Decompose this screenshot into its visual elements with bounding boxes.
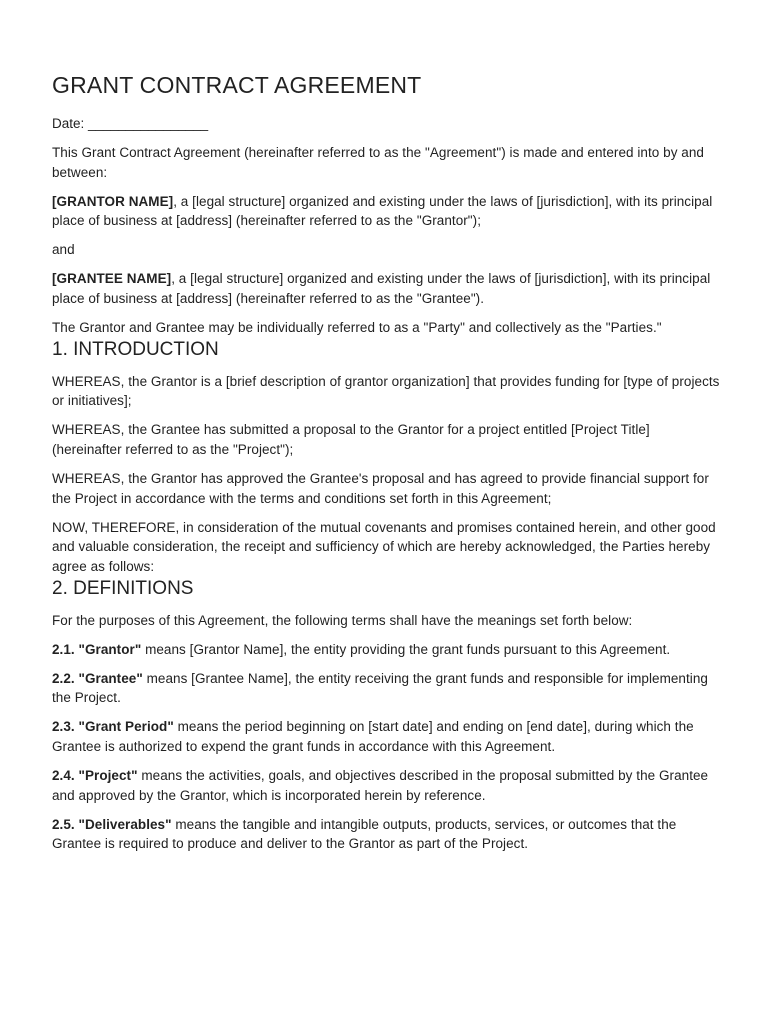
definition-text: means [Grantor Name], the entity providing the grant funds pursuant to this Agreement.: [141, 641, 671, 657]
definition-item: [52, 815, 720, 854]
section-heading-introduction: 1. INTRODUCTION: [52, 338, 219, 360]
whereas-paragraph-3: WHEREAS, the Grantor has approved the Grantee's proposal and has agreed to provide financial support for the Project in accordance with the terms and conditions set forth in this Agreement;: [52, 471, 709, 506]
now-therefore-paragraph: NOW, THEREFORE, in consideration of the mutual covenants and promises contained herein, and other good and valuable consideration, the receipt and sufficiency of which are hereby acknowledged, the Parties hereby agree as follows:: [52, 519, 716, 574]
definition-item: [52, 717, 720, 756]
parties-paragraph: The Grantor and Grantee may be individually referred to as a "Party" and collectively as the "Parties.": [52, 320, 662, 336]
and-paragraph: and: [52, 242, 75, 258]
definition-text: means the period beginning on [start date] and ending on [end date], during which the Grantee is authorized to expend the grant funds in accordance with this Agreement.: [52, 719, 694, 755]
definition-term: 2.4. "Project": [52, 768, 138, 784]
definition-text: means the tangible and intangible outputs, products, services, or outcomes that the Grantee is required to produce and deliver to the Grantor as part of the Project.: [52, 816, 677, 852]
definitions-intro: For the purposes of this Agreement, the following terms shall have the meanings set forth below:: [52, 612, 633, 628]
definition-term: 2.1. "Grantor": [52, 641, 142, 657]
definition-text: means [Grantee Name], the entity receiving the grant funds and responsible for implementing the Project.: [52, 670, 708, 706]
whereas-paragraph-2: WHEREAS, the Grantee has submitted a proposal to the Grantor for a project entitled [Project Title] (hereinafter referred to as the "Project");: [52, 422, 650, 458]
grantee-party-paragraph: [52, 269, 720, 308]
grantee-name: [GRANTEE NAME]: [52, 271, 172, 287]
definition-item: [52, 640, 720, 660]
definition-term: 2.2. "Grantee": [52, 670, 143, 686]
definition-text: means the activities, goals, and objectives described in the proposal submitted by the Grantee and approved by the Grantor, which is incorporated herein by reference.: [52, 768, 709, 803]
date-line: [52, 114, 720, 134]
date-blank: ________________: [88, 116, 209, 131]
grantor-name: [GRANTOR NAME]: [52, 193, 174, 209]
intro-paragraph: This Grant Contract Agreement (hereinafter referred to as the "Agreement") is made and entered into by and between:: [52, 145, 704, 180]
grantor-description: , a [legal structure] organized and existing under the laws of [jurisdiction], with its principal place of business at [address] (hereinafter referred to as the "Grantor");: [52, 193, 713, 229]
document-title: GRANT CONTRACT AGREEMENT: [52, 72, 422, 98]
definition-term: 2.5. "Deliverables": [52, 816, 172, 832]
definition-item: [52, 766, 720, 805]
grantee-description: , a [legal structure] organized and existing under the laws of [jurisdiction], with its principal place of business at [address] (hereinafter referred to as the "Grantee").: [52, 271, 711, 307]
definition-item: [52, 669, 720, 708]
definition-term: 2.3. "Grant Period": [52, 719, 174, 735]
date-label: Date:: [52, 116, 85, 131]
grantor-party-paragraph: [52, 192, 720, 231]
whereas-paragraph-1: WHEREAS, the Grantor is a [brief description of grantor organization] that provides funding for [type of projects or initiatives];: [52, 373, 720, 409]
section-heading-definitions: 2. DEFINITIONS: [52, 577, 194, 599]
